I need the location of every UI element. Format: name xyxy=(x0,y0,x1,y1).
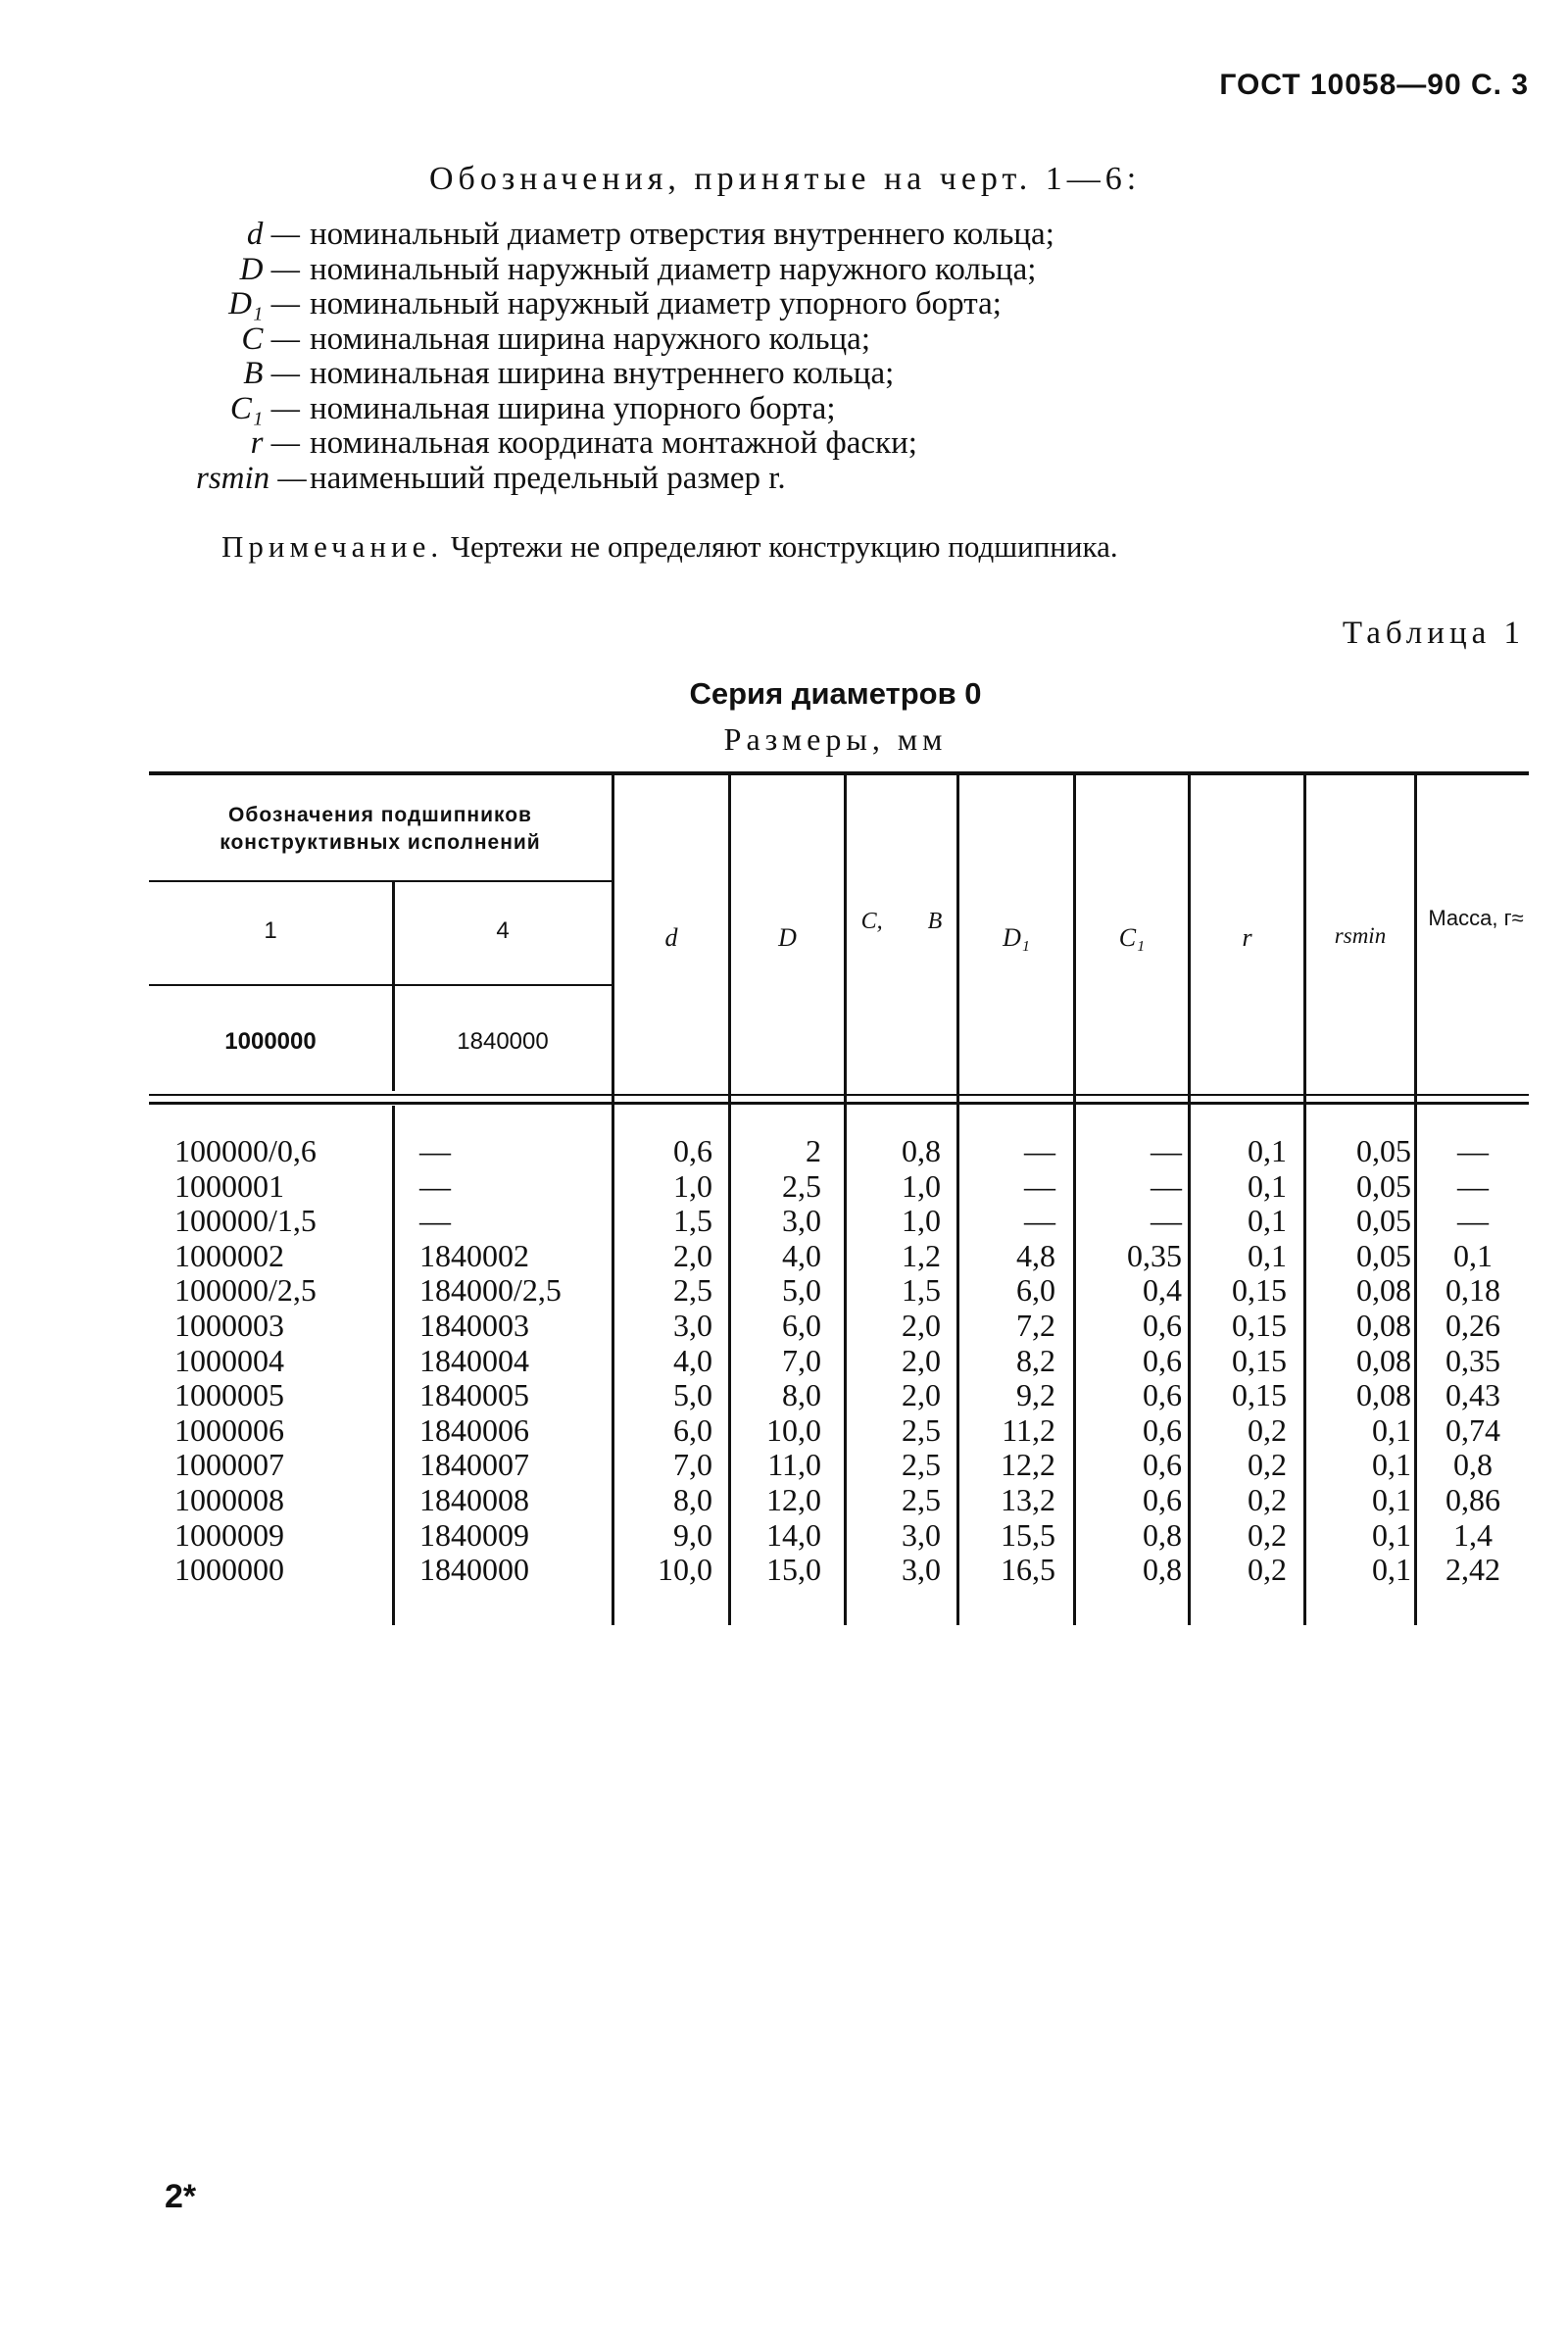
legend-text: номинальная координата монтажной фаски; xyxy=(310,425,917,461)
table-cell: 0,1 xyxy=(1453,1237,1493,1273)
legend-item xyxy=(196,218,1054,253)
table-cell: 1000006 xyxy=(174,1411,284,1448)
table-cell: 2,42 xyxy=(1446,1552,1500,1588)
table-cell: 7,2 xyxy=(1016,1308,1055,1343)
table-cell: 0,6 xyxy=(1143,1308,1182,1343)
table-cell: 8,0 xyxy=(782,1377,821,1413)
table-cell: 0,6 xyxy=(1143,1447,1182,1483)
document-header: ГОСТ 10058—90 С. 3 xyxy=(1219,69,1529,101)
table-cell: 1000002 xyxy=(174,1237,284,1273)
table-cell: 1840003 xyxy=(419,1308,529,1343)
table-cell: 3,0 xyxy=(673,1308,712,1343)
table-label: Таблица 1 xyxy=(1342,616,1525,651)
group-header: Обозначения подшипников конструктивных исполнений xyxy=(220,804,541,854)
legend-text: номинальный наружный диаметр наружного кольца; xyxy=(310,251,1037,287)
col-header-mass: Масса, г≈ xyxy=(1428,906,1524,930)
table-cell: 2,5 xyxy=(902,1447,941,1483)
table-cell: 13,2 xyxy=(1001,1482,1055,1517)
table-cell: 15,5 xyxy=(1001,1516,1055,1553)
table-cell: 15,0 xyxy=(766,1552,821,1588)
table-cell: — xyxy=(1151,1167,1182,1204)
legend-symbol: rsmin — xyxy=(196,460,307,496)
col-sep xyxy=(392,1106,395,1625)
note-text: Чертежи не определяют конструкцию подшипника. xyxy=(450,529,1118,564)
legend-text: номинальная ширина упорного борта; xyxy=(310,390,836,426)
col-header-d: d xyxy=(664,923,678,952)
table-cell: 5,0 xyxy=(673,1377,712,1413)
table-cell: 0,2 xyxy=(1248,1447,1287,1483)
legend-symbol: d — xyxy=(246,217,300,252)
table-title: Серия диаметров 0 xyxy=(689,676,982,711)
table-cell: 0,05 xyxy=(1356,1237,1411,1273)
table-cell: 0,08 xyxy=(1356,1342,1411,1378)
table-cell: 0,08 xyxy=(1356,1308,1411,1343)
table-cell: 0,1 xyxy=(1372,1552,1411,1588)
table-cell: 184000/2,5 xyxy=(419,1272,562,1309)
table-cell: 12,0 xyxy=(766,1482,821,1517)
table-cell: 0,35 xyxy=(1127,1237,1182,1273)
table-cell: 0,6 xyxy=(1143,1377,1182,1413)
legend-item xyxy=(196,322,1054,358)
table-cell: 12,2 xyxy=(1001,1447,1055,1483)
subheader-1: 1 xyxy=(264,917,277,944)
table-cell: 0,86 xyxy=(1446,1482,1500,1517)
table-cell: 0,2 xyxy=(1248,1552,1287,1588)
table-cell: 10,0 xyxy=(766,1411,821,1448)
table-cell: 100000/1,5 xyxy=(174,1203,317,1239)
legend-text: номинальный диаметр отверстия внутреннего кольца; xyxy=(310,217,1054,252)
col-header-C-B: C, B xyxy=(860,909,943,934)
table-cell: 1000000 xyxy=(174,1552,284,1588)
table-cell: 4,0 xyxy=(673,1342,712,1378)
table-cell: 0,4 xyxy=(1143,1272,1182,1309)
table-cell: 1840000 xyxy=(419,1552,529,1588)
table-cell: — xyxy=(419,1133,451,1168)
table-cell: 0,15 xyxy=(1232,1272,1287,1309)
legend-symbol: D₁ — xyxy=(228,286,300,322)
table-cell: 0,1 xyxy=(1248,1133,1287,1168)
table-cell: 0,18 xyxy=(1446,1272,1500,1309)
table-cell: 0,1 xyxy=(1248,1203,1287,1239)
table-cell: 1,4 xyxy=(1453,1516,1493,1553)
table-cell: 1840009 xyxy=(419,1516,529,1553)
table-cell: 1840004 xyxy=(419,1342,529,1378)
table-cell: 0,74 xyxy=(1446,1411,1500,1448)
table-cell: 1000001 xyxy=(174,1167,284,1204)
table-cell: 0,43 xyxy=(1446,1377,1500,1413)
legend-item xyxy=(196,426,1054,462)
table-cell: 8,2 xyxy=(1016,1342,1055,1378)
table-cell: 3,0 xyxy=(902,1552,941,1588)
legend-symbol: B — xyxy=(243,356,300,391)
legend-list xyxy=(196,218,1054,496)
table-cell: 1000009 xyxy=(174,1516,284,1553)
table-cell: 1840005 xyxy=(419,1377,529,1413)
table-cell: 0,1 xyxy=(1372,1516,1411,1553)
table-cell: 6,0 xyxy=(673,1411,712,1448)
table-cell: 0,1 xyxy=(1248,1167,1287,1204)
table-cell: 0,6 xyxy=(1143,1482,1182,1517)
table-cell: — xyxy=(1024,1133,1055,1168)
table-cell: 0,1 xyxy=(1372,1411,1411,1448)
table-cell: 2,5 xyxy=(902,1411,941,1448)
col-header-rsmin: rsmin xyxy=(1334,923,1387,948)
col-header-D: D xyxy=(778,923,797,952)
table-cell: 1,0 xyxy=(902,1203,941,1239)
legend-symbol: C₁ — xyxy=(229,390,300,426)
note xyxy=(221,529,1118,565)
table-cell: — xyxy=(1457,1167,1489,1204)
table-cell: 0,1 xyxy=(1372,1482,1411,1517)
col-sep xyxy=(392,880,395,1091)
table-top-rule xyxy=(149,771,1529,775)
legend-item xyxy=(196,392,1054,427)
legend-item xyxy=(196,287,1054,322)
table-cell: 0,2 xyxy=(1248,1516,1287,1553)
table-cell: 2,5 xyxy=(673,1272,712,1309)
table-cell: 100000/2,5 xyxy=(174,1272,317,1309)
legend-symbol: C — xyxy=(241,321,300,357)
table-cell: 2,0 xyxy=(673,1237,712,1273)
group-header-rule xyxy=(149,880,612,882)
table-cell: 0,6 xyxy=(673,1133,712,1168)
table-cell: 7,0 xyxy=(673,1447,712,1483)
table-cell: — xyxy=(1024,1167,1055,1204)
table-cell: 0,2 xyxy=(1248,1482,1287,1517)
table-cell: 14,0 xyxy=(766,1516,821,1553)
table-cell: 11,0 xyxy=(767,1447,821,1483)
table-cell: 1000007 xyxy=(174,1447,284,1483)
table-cell: 6,0 xyxy=(1016,1272,1055,1309)
page-footer-mark: 2* xyxy=(165,2178,197,2215)
table-cell: 4,8 xyxy=(1016,1237,1055,1273)
table-cell: 8,0 xyxy=(673,1482,712,1517)
header-bottom-rule-2 xyxy=(149,1102,1529,1105)
table-cell: 0,26 xyxy=(1446,1308,1500,1343)
table-cell: 3,0 xyxy=(782,1203,821,1239)
table-cell: 0,35 xyxy=(1446,1342,1500,1378)
table-cell: 0,15 xyxy=(1232,1377,1287,1413)
table-cell: 0,05 xyxy=(1356,1133,1411,1168)
table-cell: — xyxy=(1457,1133,1489,1168)
table-cell: 0,1 xyxy=(1372,1447,1411,1483)
table-cell: 1,5 xyxy=(902,1272,941,1309)
table-cell: 5,0 xyxy=(782,1272,821,1309)
legend-symbol: r — xyxy=(250,425,300,461)
table-cell: — xyxy=(1151,1133,1182,1168)
legend-text: номинальный наружный диаметр упорного борта; xyxy=(310,286,1002,322)
table-cell: 16,5 xyxy=(1001,1552,1055,1588)
legend-symbol: D — xyxy=(239,251,300,287)
table-cell: 1000005 xyxy=(174,1377,284,1413)
table-cell: 2,5 xyxy=(782,1167,821,1204)
col-header-D1: D₁ xyxy=(1003,923,1030,952)
table-cell: 0,6 xyxy=(1143,1411,1182,1448)
table-cell: 1,2 xyxy=(902,1237,941,1273)
table-cell: 3,0 xyxy=(902,1516,941,1553)
table-cell: 2,5 xyxy=(902,1482,941,1517)
table-cell: 1000003 xyxy=(174,1308,284,1343)
legend-item xyxy=(196,357,1054,392)
table-cell: 1,0 xyxy=(902,1167,941,1204)
table-cell: 0,08 xyxy=(1356,1377,1411,1413)
subheader-rule xyxy=(149,984,612,986)
legend-text: наименьший предельный размер r. xyxy=(310,460,786,496)
table-cell: 0,05 xyxy=(1356,1167,1411,1204)
table-cell: 4,0 xyxy=(782,1237,821,1273)
table-units: Размеры, мм xyxy=(723,721,948,757)
table-cell: 1,0 xyxy=(673,1167,712,1204)
legend-text: номинальная ширина внутреннего кольца; xyxy=(310,356,895,391)
table-cell: 0,6 xyxy=(1143,1342,1182,1378)
header-bottom-rule xyxy=(149,1094,1529,1096)
table-cell: 1000008 xyxy=(174,1482,284,1517)
table-cell: 1840007 xyxy=(419,1447,529,1483)
table-cell: 1840006 xyxy=(419,1411,529,1448)
table-cell: 1,5 xyxy=(673,1203,712,1239)
table-cell: 0,2 xyxy=(1248,1411,1287,1448)
table-cell: 2 xyxy=(806,1133,821,1168)
legend-item xyxy=(196,253,1054,288)
table-cell: 11,2 xyxy=(1002,1411,1055,1448)
table-cell: 1840002 xyxy=(419,1237,529,1273)
col-header-C1: C₁ xyxy=(1118,923,1146,952)
table-cell: 9,2 xyxy=(1016,1377,1055,1413)
table-cell: 0,15 xyxy=(1232,1308,1287,1343)
table-cell: 0,15 xyxy=(1232,1342,1287,1378)
base-code-1: 1000000 xyxy=(224,1028,317,1055)
table-cell: 6,0 xyxy=(782,1308,821,1343)
table-cell: — xyxy=(419,1167,451,1204)
table-cell: 1840008 xyxy=(419,1482,529,1517)
table-cell: 7,0 xyxy=(782,1342,821,1378)
table-cell: — xyxy=(1457,1203,1489,1239)
table-cell: 9,0 xyxy=(673,1516,712,1553)
table-cell: — xyxy=(419,1203,451,1239)
table-cell: 0,8 xyxy=(902,1133,941,1168)
table-cell: 0,8 xyxy=(1143,1516,1182,1553)
table-cell: 2,0 xyxy=(902,1377,941,1413)
table-cell: 0,1 xyxy=(1248,1237,1287,1273)
table-cell: — xyxy=(1151,1203,1182,1239)
table-cell: 2,0 xyxy=(902,1342,941,1378)
table-cell: — xyxy=(1024,1203,1055,1239)
table-cell: 0,8 xyxy=(1143,1552,1182,1588)
table-cell: 100000/0,6 xyxy=(174,1133,317,1168)
table-cell: 0,8 xyxy=(1453,1447,1493,1483)
table-cell: 10,0 xyxy=(658,1552,712,1588)
col-header-r: r xyxy=(1242,923,1252,952)
legend-item xyxy=(196,462,1054,497)
table-cell: 2,0 xyxy=(902,1308,941,1343)
legend-text: номинальная ширина наружного кольца; xyxy=(310,321,870,357)
table-cell: 1000004 xyxy=(174,1342,284,1378)
base-code-4: 1840000 xyxy=(457,1028,549,1055)
note-label: Примечание. xyxy=(221,529,444,564)
table-cell: 0,05 xyxy=(1356,1203,1411,1239)
table-cell: 0,08 xyxy=(1356,1272,1411,1309)
legend-title: Обозначения, принятые на черт. 1—6: xyxy=(429,161,1142,197)
subheader-4: 4 xyxy=(496,917,510,944)
